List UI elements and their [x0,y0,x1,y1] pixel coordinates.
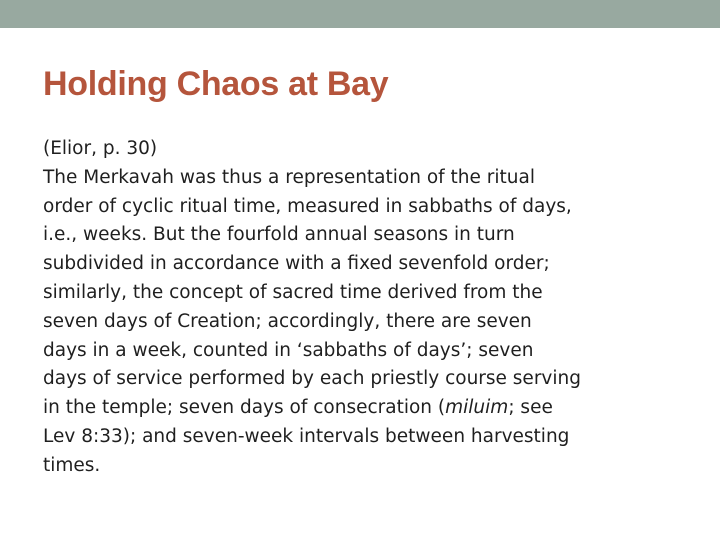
body-line: similarly, the concept of sacred time derived from the [43,281,543,303]
body-line: days in a week, counted in ‘sabbaths of days’; seven [43,339,534,361]
top-accent-bar [0,0,720,28]
slide-body [43,135,713,481]
body-line: subdivided in accordance with a fixed sevenfold order; [43,253,550,275]
citation-line: (Elior, p. 30) [43,138,158,159]
body-line: days of service performed by each priestly course serving [43,368,581,390]
slide-title: Holding Chaos at Bay [43,65,389,103]
body-line: seven days of Creation; accordingly, there are seven [43,310,532,332]
body-line: i.e., weeks. But the fourfold annual seasons in turn [43,224,515,246]
body-line: Lev 8:33); and seven-week intervals between harvesting [43,425,570,447]
body-line: times. [43,454,101,476]
body-line: in the temple; seven days of consecration (miluim; see [43,397,553,419]
italic-term: miluim [445,397,509,419]
body-line: The Merkavah was thus a representation of the ritual [43,166,535,188]
body-line: order of cyclic ritual time, measured in sabbaths of days, [43,195,572,217]
